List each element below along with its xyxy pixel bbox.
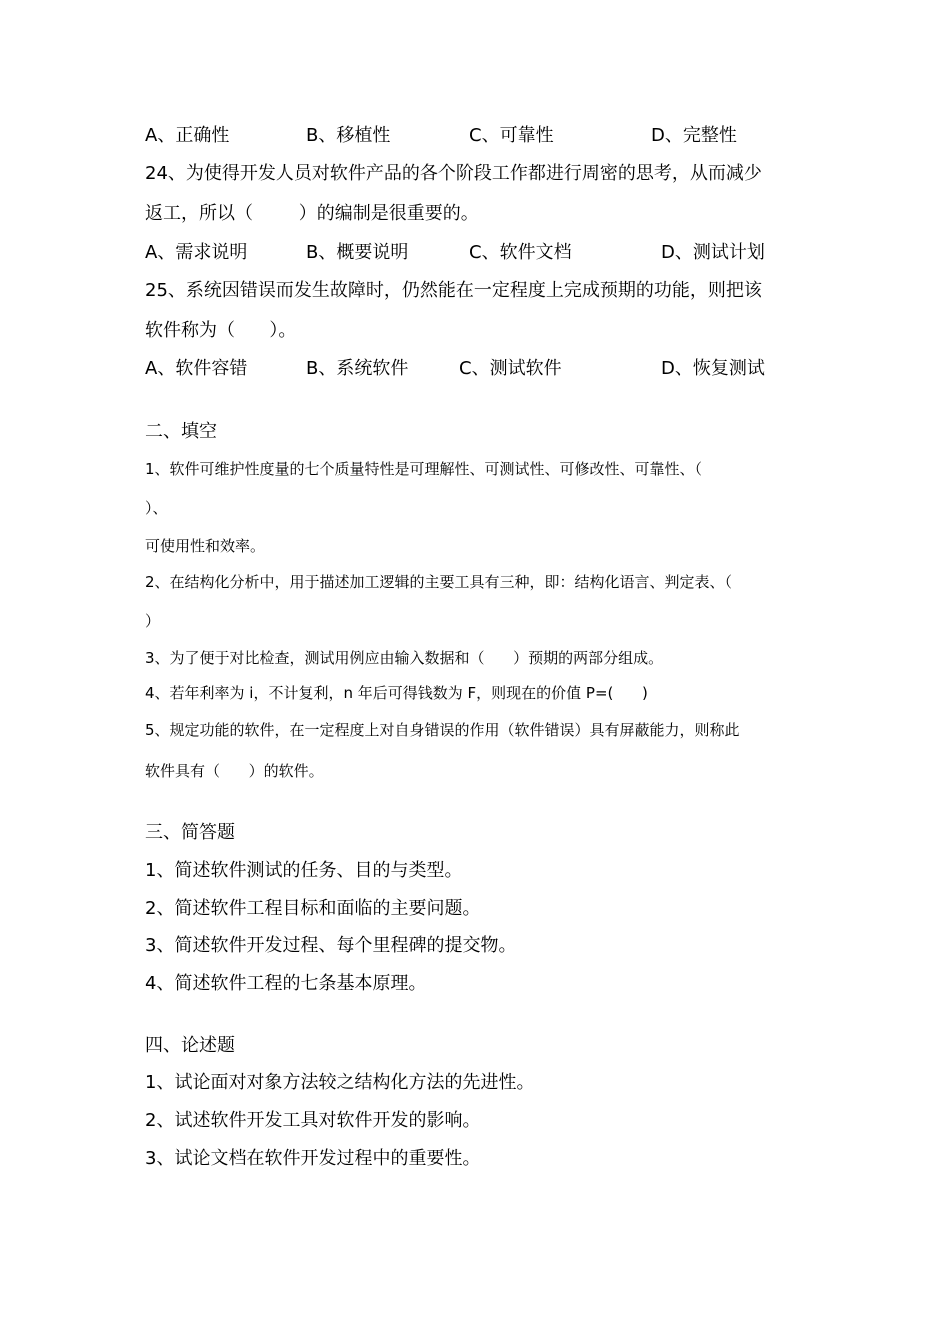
section2-item: 可使用性和效率。	[145, 537, 266, 555]
q25-option-b: B、系统软件	[306, 358, 409, 379]
q24-option-b: B、概要说明	[306, 242, 409, 263]
section2-item: 3、为了便于对比检查，测试用例应由输入数据和（ ）预期的两部分组成。	[145, 649, 664, 667]
q25-option-c: C、测试软件	[459, 358, 562, 379]
section2-item: ）	[145, 612, 161, 630]
q23-option-b: B、移植性	[306, 125, 391, 146]
section3-item: 1、简述软件测试的任务、目的与类型。	[145, 860, 463, 881]
q24-option-c: C、软件文档	[469, 242, 572, 263]
q23-option-d: D、完整性	[651, 125, 737, 146]
q25-option-a: A、软件容错	[145, 358, 248, 379]
section2-item: ）、	[145, 499, 168, 517]
q24-text-line1: 24、为使得开发人员对软件产品的各个阶段工作都进行周密的思考，从而减少	[145, 163, 762, 184]
section2-item: 2、在结构化分析中，用于描述加工逻辑的主要工具有三种，即：结构化语言、判定表、（	[145, 573, 733, 591]
q24-option-d: D、测试计划	[661, 242, 765, 263]
section3-item: 3、简述软件开发过程、每个里程碑的提交物。	[145, 935, 517, 956]
section2-item: 软件具有（ ）的软件。	[145, 762, 324, 780]
section4-item: 1、试论面对对象方法较之结构化方法的先进性。	[145, 1072, 535, 1093]
q25-text-line1: 25、系统因错误而发生故障时，仍然能在一定程度上完成预期的功能，则把该	[145, 280, 762, 301]
section2-title: 二、填空	[145, 421, 217, 442]
section2-item: 1、软件可维护性度量的七个质量特性是可理解性、可测试性、可修改性、可靠性、（	[145, 460, 703, 478]
section3-title: 三、简答题	[145, 822, 235, 843]
q25-option-d: D、恢复测试	[661, 358, 765, 379]
q24-text-line2: 返工，所以（ ）的编制是很重要的。	[145, 203, 479, 224]
q23-option-a: A、正确性	[145, 125, 230, 146]
section4-title: 四、论述题	[145, 1035, 235, 1056]
section2-item: 4、若年利率为 i，不计复利，n 年后可得钱数为 F，则现在的价值 P=( )	[145, 684, 648, 702]
q23-option-c: C、可靠性	[469, 125, 554, 146]
section4-item: 3、试论文档在软件开发过程中的重要性。	[145, 1148, 481, 1169]
section4-item: 2、试述软件开发工具对软件开发的影响。	[145, 1110, 481, 1131]
q25-text-line2: 软件称为（ ）。	[145, 320, 297, 341]
section3-item: 2、简述软件工程目标和面临的主要问题。	[145, 898, 481, 919]
q24-option-a: A、需求说明	[145, 242, 248, 263]
section3-item: 4、简述软件工程的七条基本原理。	[145, 973, 427, 994]
section2-item: 5、规定功能的软件，在一定程度上对自身错误的作用（软件错误）具有屏蔽能力，则称此	[145, 721, 740, 739]
